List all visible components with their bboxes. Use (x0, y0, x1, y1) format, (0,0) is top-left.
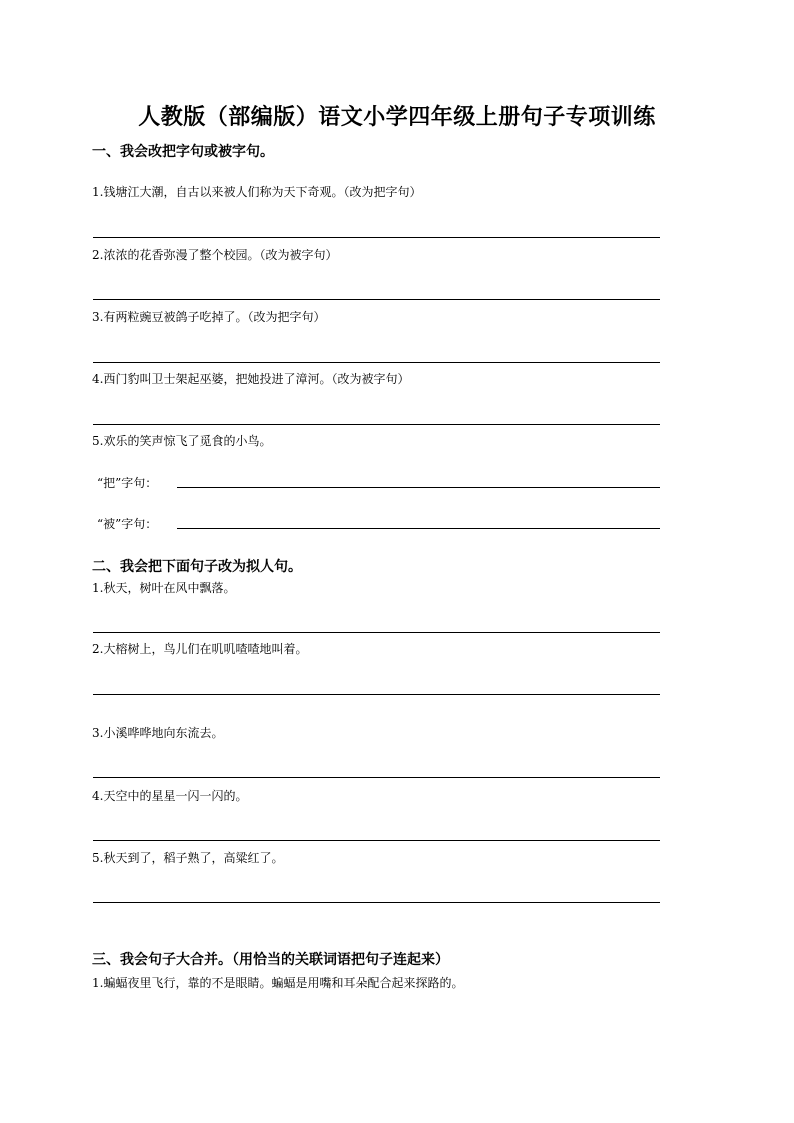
s2-answer-line-1[interactable] (93, 632, 660, 633)
s2-answer-line-3[interactable] (93, 777, 660, 778)
s2-question-2: 2.大榕树上，鸟儿们在叽叽喳喳地叫着。 (92, 642, 308, 656)
bei-sentence-label: “被”字句： (97, 517, 158, 531)
s3-question-1: 1.蝙蝠夜里飞行，靠的不是眼睛。蝙蝠是用嘴和耳朵配合起来探路的。 (92, 976, 464, 990)
s1-question-3: 3.有两粒豌豆被鸽子吃掉了。（改为把字句） (92, 310, 326, 324)
s2-question-3: 3.小溪哗哗地向东流去。 (92, 726, 224, 740)
s2-answer-line-2[interactable] (93, 694, 660, 695)
page-title: 人教版（部编版）语文小学四年级上册句子专项训练 (138, 104, 656, 130)
section-1-heading: 一、我会改把字句或被字句。 (92, 144, 274, 160)
s1-answer-line-3[interactable] (93, 362, 660, 363)
s1-answer-line-2[interactable] (93, 299, 660, 300)
s2-answer-line-4[interactable] (93, 840, 660, 841)
ba-sentence-line[interactable] (177, 487, 660, 488)
s1-question-4: 4.西门豹叫卫士架起巫婆，把她投进了漳河。（改为被字句） (92, 372, 410, 386)
s1-question-5: 5.欢乐的笑声惊飞了觅食的小鸟。 (92, 434, 272, 448)
s1-question-1: 1.钱塘江大潮，自古以来被人们称为天下奇观。（改为把字句） (92, 185, 422, 199)
s1-question-2: 2.浓浓的花香弥漫了整个校园。（改为被字句） (92, 248, 338, 262)
s2-question-4: 4.天空中的星星一闪一闪的。 (92, 789, 248, 803)
s2-question-1: 1.秋天，树叶在风中飘落。 (92, 581, 236, 595)
s2-answer-line-5[interactable] (93, 902, 660, 903)
section-3-heading: 三、我会句子大合并。（用恰当的关联词语把句子连起来） (92, 952, 449, 968)
s1-answer-line-1[interactable] (93, 237, 660, 238)
section-2-heading: 二、我会把下面句子改为拟人句。 (92, 559, 302, 575)
s2-question-5: 5.秋天到了，稻子熟了，高粱红了。 (92, 851, 284, 865)
s1-answer-line-4[interactable] (93, 424, 660, 425)
ba-sentence-label: “把”字句： (97, 476, 158, 490)
bei-sentence-line[interactable] (177, 528, 660, 529)
